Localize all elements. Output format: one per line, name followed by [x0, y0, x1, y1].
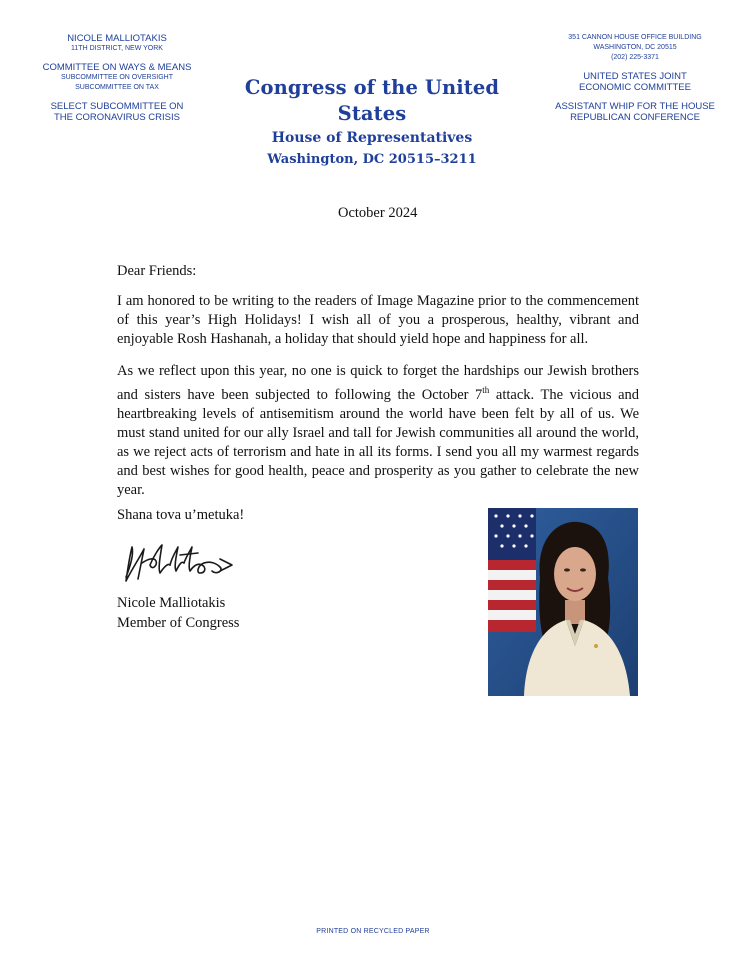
subcommittee-tax: SUBCOMMITTEE ON TAX: [75, 84, 159, 91]
member-name: NICOLE MALLIOTAKIS: [67, 33, 167, 44]
letterhead-left: [14, 33, 220, 123]
letter-date: October 2024: [338, 205, 418, 221]
portrait-photo: [488, 508, 638, 696]
recycled-paper-footer: PRINTED ON RECYCLED PAPER: [316, 928, 430, 935]
committee-name: COMMITTEE ON WAYS & MEANS: [42, 62, 192, 73]
city-heading: Washington, DC 20515–3211: [267, 152, 477, 167]
letterhead-center: [222, 75, 522, 171]
paragraph-2-start: As we reflect upon this year, no one is quick to forget the hardships our Jewish brothers and sisters have been subjected to following the October 7: [117, 363, 639, 403]
office-address: 351 CANNON HOUSE OFFICE BUILDING: [568, 34, 702, 41]
office-phone: (202) 225-3371: [611, 54, 659, 61]
office-city: WASHINGTON, DC 20515: [593, 44, 677, 51]
signer-title: Member of Congress: [117, 615, 240, 631]
whip-line1: ASSISTANT WHIP FOR THE HOUSE: [555, 101, 715, 112]
handwritten-signature: [120, 537, 238, 592]
whip-line2: REPUBLICAN CONFERENCE: [570, 112, 700, 123]
select-subcommittee-line2: THE CORONAVIRUS CRISIS: [54, 112, 180, 123]
paragraph-2: [117, 362, 639, 500]
paragraph-2-end: attack. The vicious and heartbreaking levels of antisemitism around the world have been felt by all of us. We must stand united for our ally Israel and tall for Jewish communities all around the world, as we reject acts of terrorism and hate in all its forms. I send you all my warmest regards and best wishes for good health, peace and prosperity as you gather to celebrate the new year.: [117, 386, 640, 498]
joint-committee-line2: ECONOMIC COMMITTEE: [579, 82, 691, 93]
paragraph-1: I am honored to be writing to the readers of Image Magazine prior to the commencement of this year’s High Holidays! I wish all of you a prosperous, healthy, vibrant and enjoyable Rosh Hashanah, a holiday that should yield hope and happiness for all.: [117, 293, 639, 347]
subcommittee-oversight: SUBCOMMITTEE ON OVERSIGHT: [60, 74, 173, 81]
select-subcommittee-line1: SELECT SUBCOMMITTEE ON: [50, 101, 184, 112]
district: 11TH DISTRICT, NEW YORK: [71, 45, 163, 52]
ordinal-suffix: th: [482, 385, 490, 395]
letterhead-right: [540, 33, 730, 123]
joint-committee-line1: UNITED STATES JOINT: [583, 71, 687, 82]
house-heading: House of Representatives: [271, 130, 473, 146]
congress-heading: Congress of the United States: [244, 76, 500, 125]
signer-name: Nicole Malliotakis: [117, 595, 226, 611]
closing: Shana tova u’metuka!: [117, 507, 245, 523]
salutation: Dear Friends:: [117, 263, 197, 279]
signature-block: [117, 593, 239, 633]
